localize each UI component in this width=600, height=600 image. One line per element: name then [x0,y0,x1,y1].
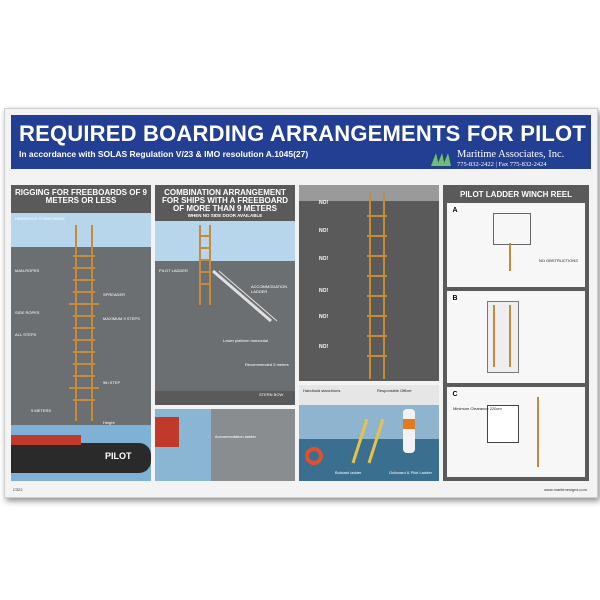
label-side-ropes: SIDE ROPES [15,310,40,315]
label-outboard-pilot-ladder: Outboard & Pilot Ladder [389,470,432,475]
ladder-spreader [69,387,99,389]
ladder-step [367,315,387,317]
accommodation-ladder [211,269,281,329]
ladder-spreader [69,303,99,305]
ladder-rope [509,305,511,367]
panel-transfer [299,385,439,481]
label-9th-step: 9th STEP [103,380,121,385]
ladder-step [73,291,95,293]
panel-rigging [11,185,151,481]
ladder-step [367,295,387,297]
label-stern-bow: STERN BOW [259,392,284,397]
winch-detail-b [447,291,585,383]
panel-rigging-title: RIGGING FOR FREEBOARDS OF 9 METERS OR LESS [15,188,148,205]
label-bulwark-ladder: Bulwark ladder [335,470,362,475]
poster-subtitle: In accordance with SOLAS Regulation V/23 & IMO resolution A.1045(27) [19,149,309,159]
label-man-ropes: MAN-ROPES [15,268,40,273]
ladder-step [199,271,211,273]
pilot-ladder-rope [199,225,201,305]
label-lower-platform: Lower platform horizontal [223,338,268,343]
officer-figure [403,409,415,453]
pilot-boat-deck [11,435,81,445]
bulwark-ladder-icon [349,415,389,465]
ladder-step [367,215,387,217]
ladder-step [73,267,95,269]
ladder-step [73,315,95,317]
label-accommodation-ladder: ACCOMMODATION LADDER [251,284,288,294]
label-handhold-stanchions: Handhold stanchions [303,388,341,393]
ladder-step [367,355,387,357]
label-max-9-steps: MAXIMUM 9 STEPS [103,316,140,321]
winch-reel-icon [493,213,531,245]
winch-reel-side-icon [487,301,519,373]
label-spreader: SPREADER [103,292,126,297]
ladder-step [367,335,387,337]
label-all-steps: ALL STEPS [15,332,37,337]
footer-code: C322 [13,487,23,492]
label-handhold: HANDHOLD STANCHIONS [15,216,65,221]
company-phone: 775-832-2422 | Fax 775-832-2424 [457,161,547,168]
footer-website: www.maritimesigns.com [544,487,587,492]
ladder-rope [509,243,511,271]
letter-b: B [452,295,458,302]
company-name: Maritime Associates, Inc. [457,149,565,160]
ladder-step [73,339,95,341]
ladder-step [73,255,95,257]
no-label: NO! [319,288,329,294]
label-height: Height [103,420,115,425]
no-label: NO! [319,200,329,206]
ladder-side-rope [383,193,385,379]
pilot-boat-label: PILOT [105,451,132,461]
ladder-step [73,375,95,377]
panel-winch-reel [443,185,589,481]
winch-detail-c [447,387,585,477]
panel-combination-title: COMBINATION ARRANGEMENT FOR SHIPS WITH A FREEBOARD OF MORE THAN 9 METERS [161,188,289,213]
ladder-step [73,279,95,281]
maritime-logo-icon [430,151,452,167]
no-label: NO! [319,256,329,262]
ladder-step [367,235,387,237]
poster [4,108,598,498]
ladder-step [199,283,211,285]
ladder-step [199,247,211,249]
label-min-clearance: Minimum Clearance 220cm [453,406,502,411]
letter-c: C [452,391,458,398]
ladder-step [199,259,211,261]
ladder-step [367,255,387,257]
ladder-side-rope [369,193,371,379]
pilot-boat [155,417,179,447]
poster-header [11,115,591,169]
life-vest [403,419,415,429]
label-accommodation: Accommodation ladder [215,434,256,439]
ladder-rope [537,397,539,467]
label-no-obstructions: NO OBSTRUCTIONS [539,258,578,263]
label-pilot-ladder: PILOT LADDER [159,268,188,273]
ladder-step [199,235,211,237]
label-recommended: Recommended 5 meters [245,362,289,367]
label-responsible-officer: Responsible Officer [377,388,412,393]
ladder-step [73,363,95,365]
letter-a: A [452,207,458,214]
no-label: NO! [319,344,329,350]
ladder-step [367,275,387,277]
ladder-step [73,351,95,353]
no-label: NO! [319,314,329,320]
winch-detail-a [447,203,585,287]
panel-winch-title: PILOT LADDER WINCH REEL [460,190,572,199]
panel-accommodation-detail [155,409,295,481]
panel-combination [155,185,295,405]
ladder-step [73,327,95,329]
no-label: NO! [319,228,329,234]
ladder-rope [493,305,495,367]
panel-combination-subtitle: WHEN NO SIDE DOOR AVAILABLE [187,213,263,218]
panel-ladder-rules [299,185,439,381]
lifebuoy-icon [305,447,323,465]
label-9-meters: 9 METERS [31,408,52,413]
ship-hull [211,409,295,481]
poster-title: REQUIRED BOARDING ARRANGEMENTS FOR PILOT [19,121,586,146]
ladder-step [73,399,95,401]
